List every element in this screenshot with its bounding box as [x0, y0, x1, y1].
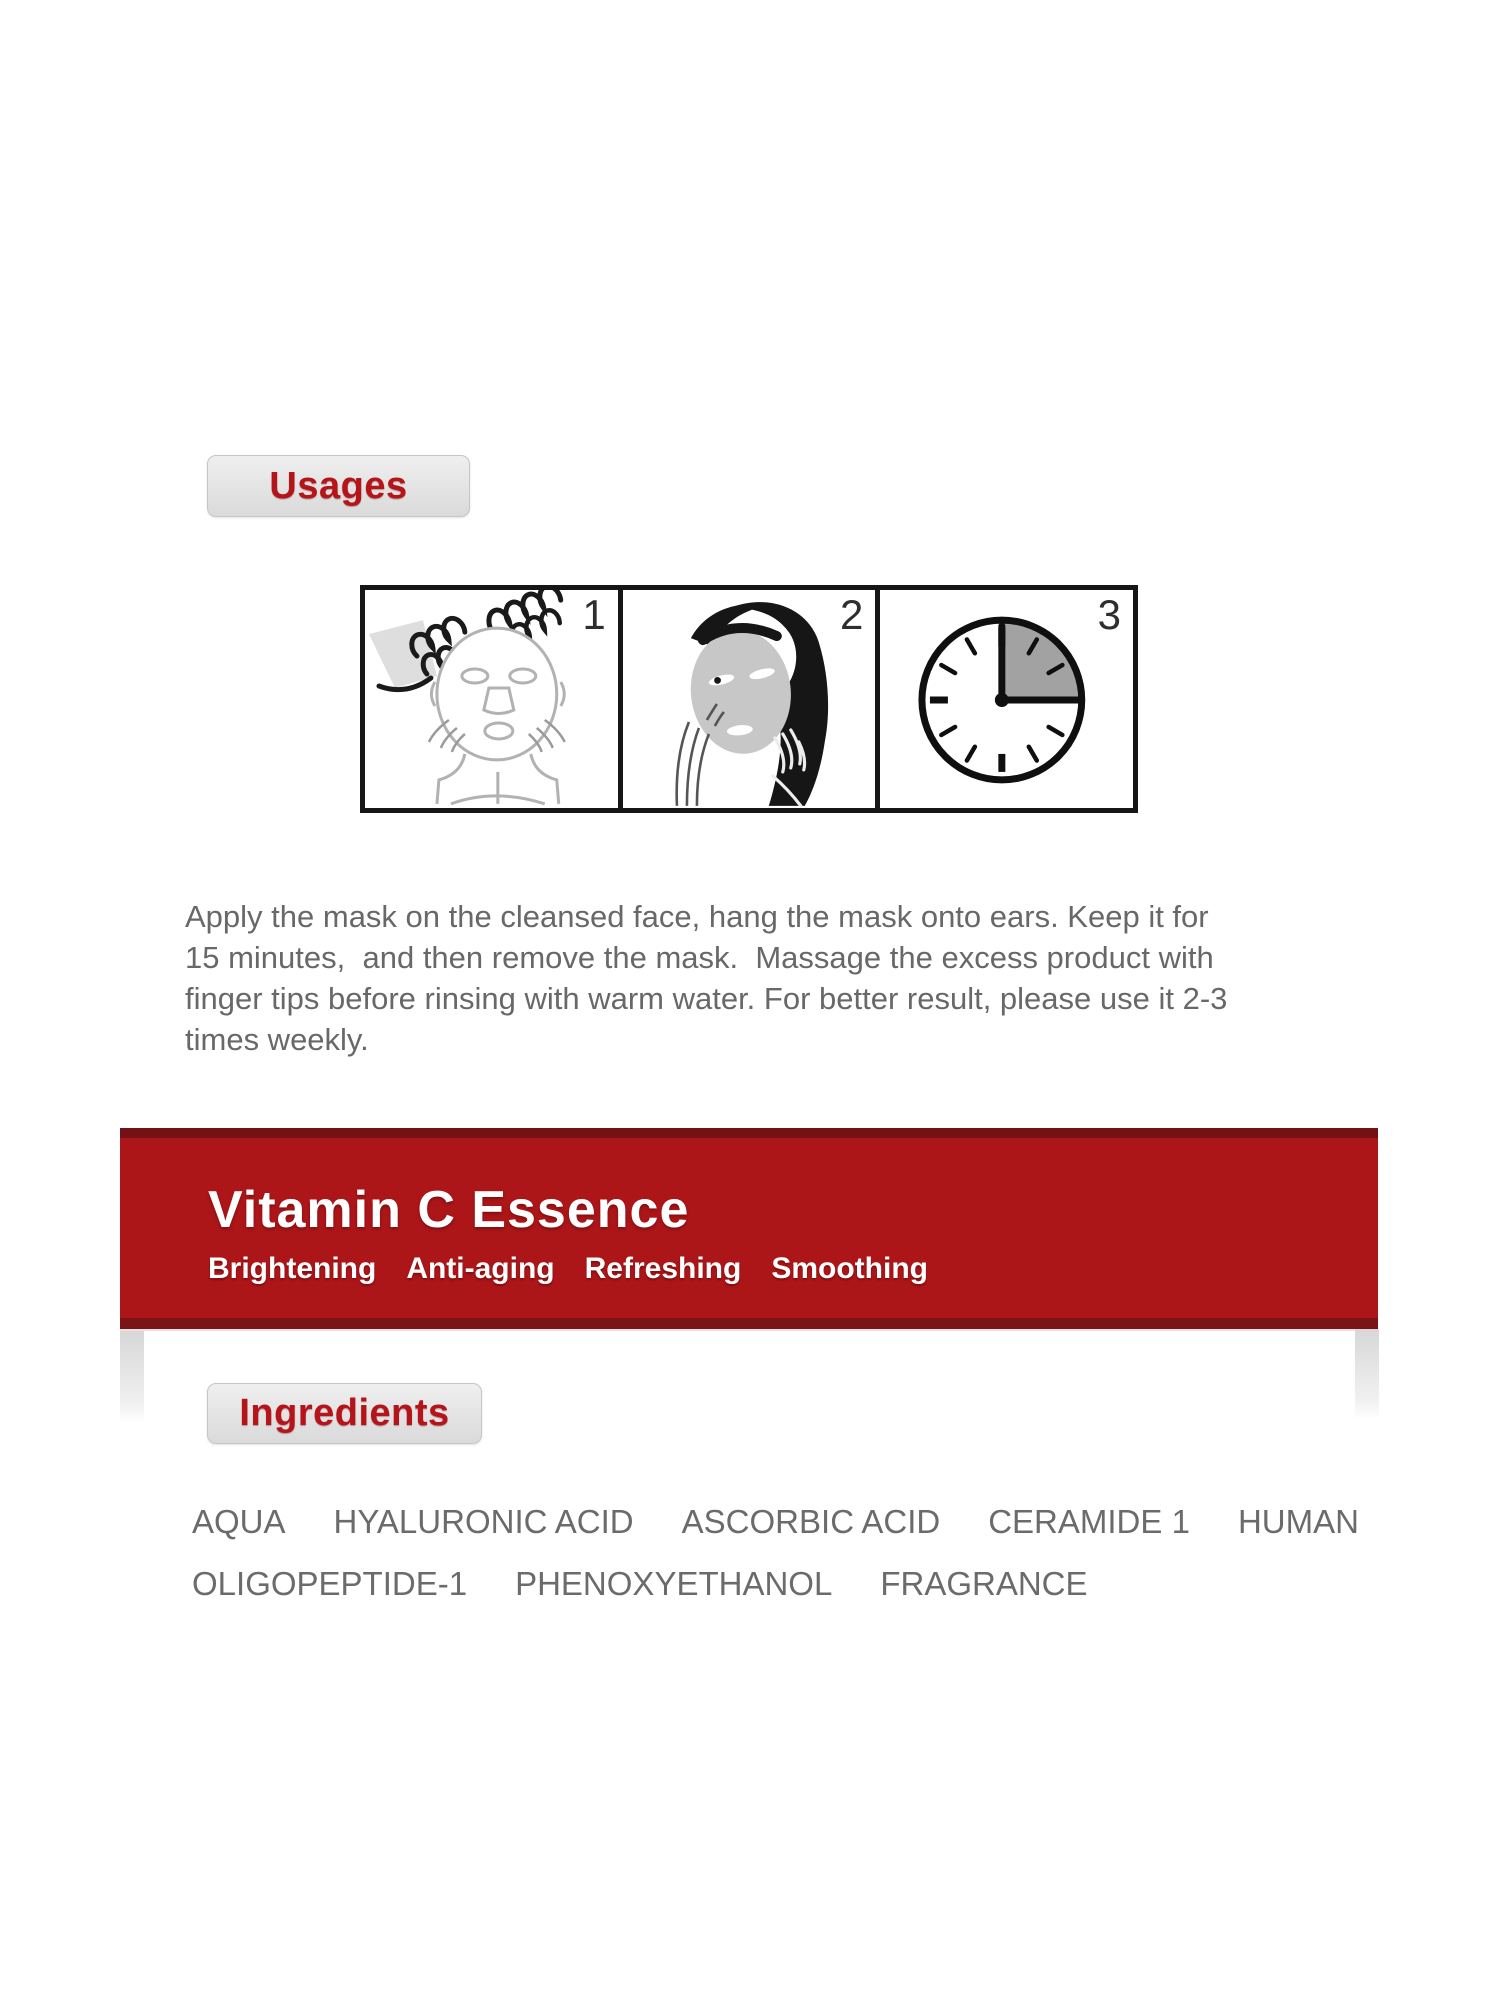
- ingredients-label-text: Ingredients: [239, 1392, 450, 1434]
- ingredient-item: ASCORBIC ACID: [681, 1503, 941, 1540]
- ingredient-item: CERAMIDE 1: [988, 1503, 1190, 1540]
- ingredient-item: PHENOXYETHANOL: [515, 1565, 833, 1602]
- clock-15min-icon: [880, 590, 1133, 808]
- right-edge-bar: [1355, 1329, 1379, 1419]
- benefit-tag: Anti-aging: [406, 1252, 555, 1286]
- ingredients-section-label: [207, 1383, 482, 1444]
- ingredients-line-2: [192, 1565, 1432, 1603]
- ingredient-item: AQUA: [192, 1503, 286, 1540]
- benefit-tag: Brightening: [208, 1252, 377, 1286]
- banner-bottom-edge: [120, 1318, 1378, 1329]
- usage-instructions-line: Apply the mask on the cleansed face, hang the mask onto ears. Keep it for: [185, 899, 1209, 934]
- product-title: Vitamin C Essence: [208, 1181, 690, 1239]
- usage-instructions-line: 15 minutes, and then remove the mask. Massage the excess product with: [185, 940, 1214, 975]
- usage-instructions: [185, 896, 1385, 1060]
- left-edge-bar: [120, 1331, 144, 1423]
- step-number-1: 1: [582, 591, 606, 638]
- benefit-tag: Smoothing: [771, 1252, 928, 1286]
- benefit-tag: Refreshing: [584, 1252, 742, 1286]
- step-1-panel: [365, 590, 623, 808]
- mask-apply-illustration: [365, 590, 618, 808]
- usage-steps-strip: [360, 585, 1138, 813]
- product-benefit-tags: [208, 1252, 1378, 1286]
- ingredient-item: OLIGOPEPTIDE-1: [192, 1565, 468, 1602]
- banner-top-edge: [120, 1128, 1378, 1138]
- ingredient-item: HYALURONIC ACID: [333, 1503, 634, 1540]
- product-banner: [120, 1128, 1378, 1329]
- mask-wear-illustration: [623, 590, 876, 808]
- step-2-panel: [623, 590, 881, 808]
- ingredient-item: HUMAN: [1237, 1503, 1359, 1540]
- banner-underline: [120, 1329, 1378, 1331]
- ingredients-line-1: [192, 1503, 1432, 1541]
- usages-section-label: [207, 455, 470, 517]
- usage-instructions-line: finger tips before rinsing with warm water. For better result, please use it 2-3: [185, 981, 1228, 1016]
- ingredients-list: [192, 1503, 1432, 1627]
- step-number-2: 2: [839, 591, 864, 638]
- banner-body: [120, 1138, 1378, 1318]
- step-3-panel: [880, 590, 1133, 808]
- step-number-3: 3: [1097, 591, 1122, 638]
- ingredient-item: FRAGRANCE: [880, 1565, 1088, 1602]
- usages-label-text: Usages: [269, 464, 408, 507]
- usage-instructions-line: times weekly.: [185, 1022, 369, 1057]
